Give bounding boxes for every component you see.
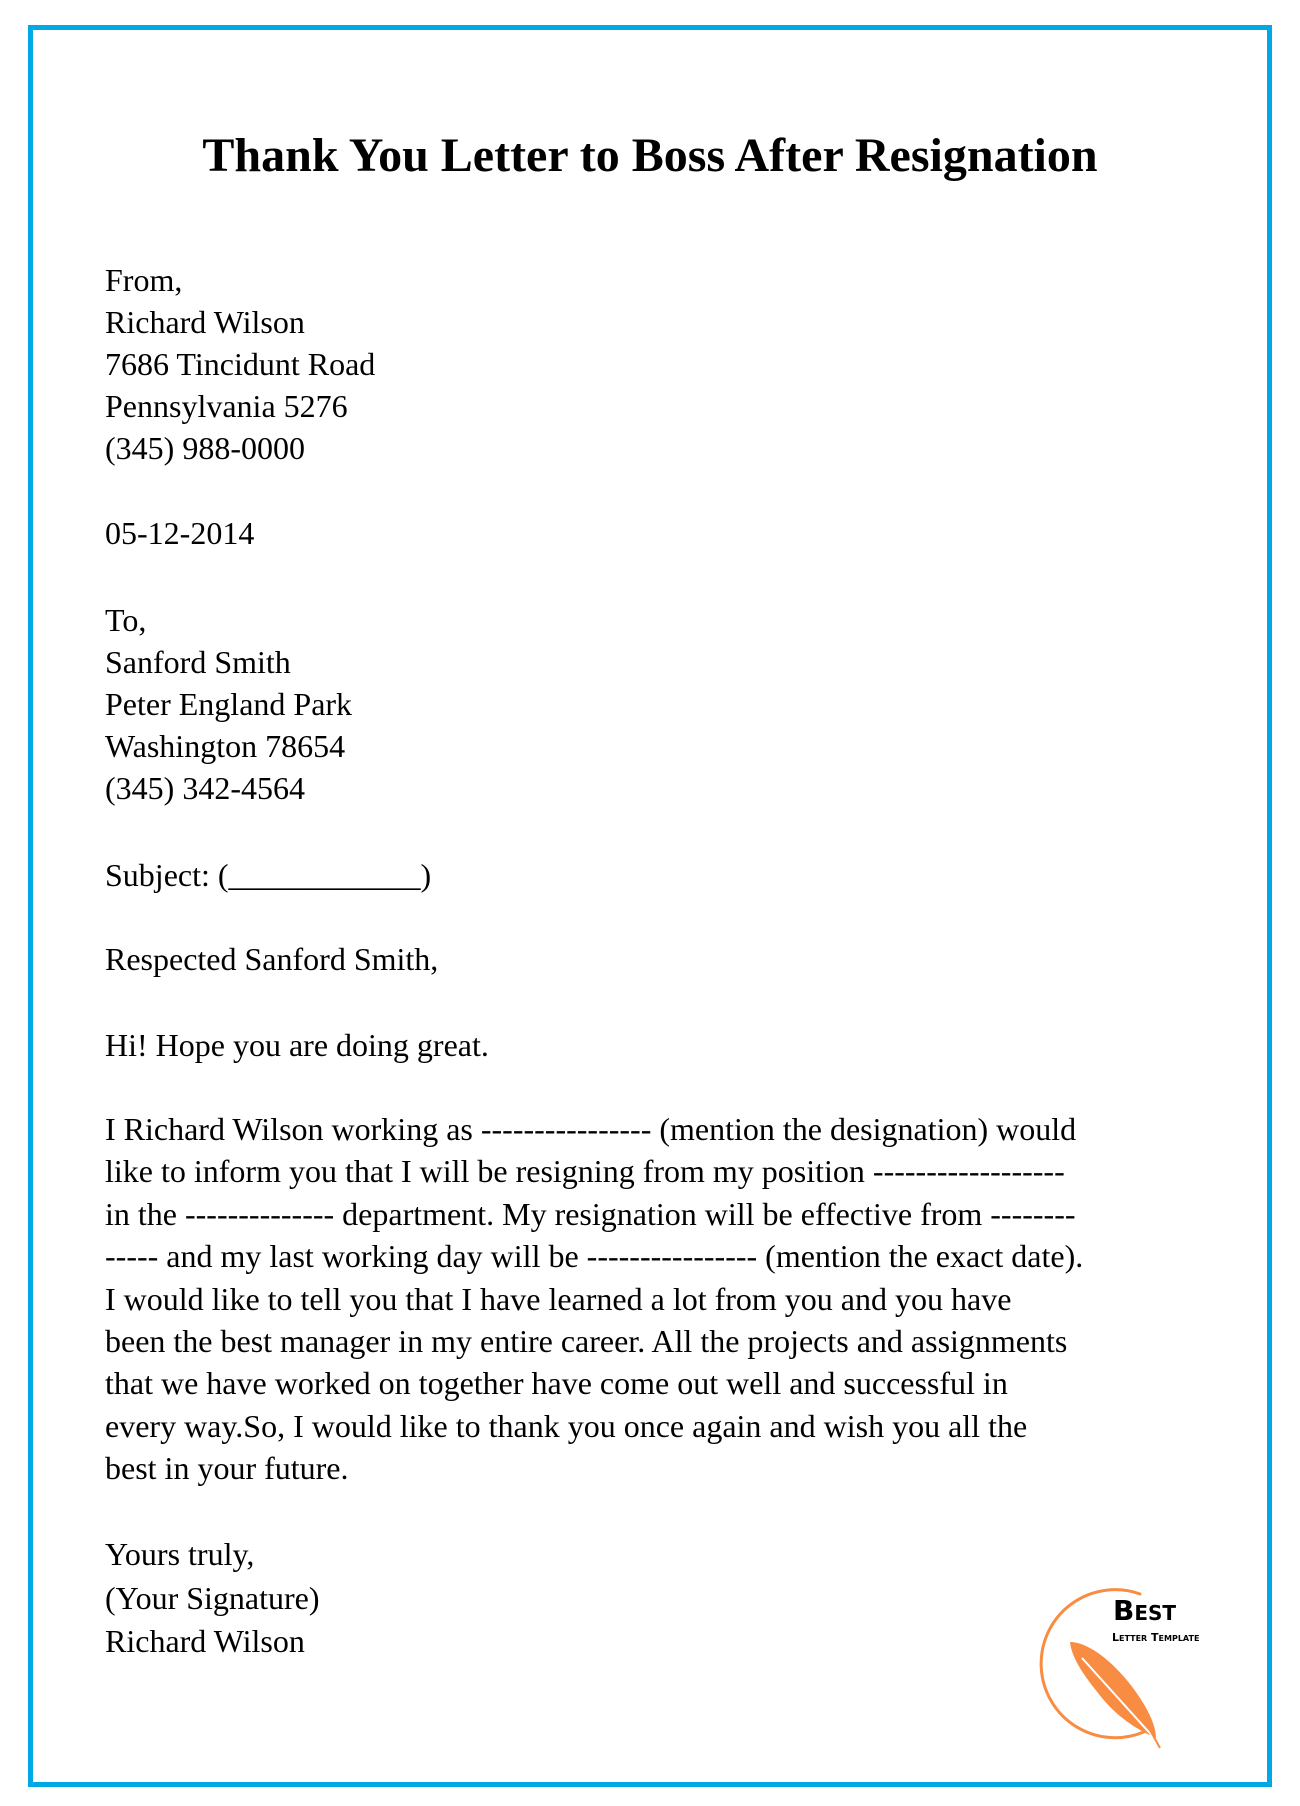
logo-title: Best	[1113, 1594, 1177, 1627]
to-label: To,	[105, 602, 147, 638]
recipient-phone: (345) 342-4564	[105, 770, 305, 806]
body-line: I Richard Wilson working as ---------------- (mention the designation) would	[105, 1111, 1077, 1147]
body-line: every way.So, I would like to thank you once again and wish you all the	[105, 1408, 1028, 1444]
letter-title: Thank You Letter to Boss After Resignation	[202, 129, 1098, 182]
letter-date: 05-12-2014	[105, 515, 255, 551]
subject-line: Subject: (____________)	[105, 857, 432, 893]
sender-city: Pennsylvania 5276	[105, 388, 348, 424]
sender-street: 7686 Tincidunt Road	[105, 346, 376, 382]
body-line: that we have worked on together have come out well and successful in	[105, 1365, 1008, 1401]
body-line: best in your future.	[105, 1450, 349, 1486]
page-border	[28, 25, 1272, 1787]
body-line: ----- and my last working day will be ---------------- (mention the exact date).	[105, 1238, 1084, 1274]
from-label: From,	[105, 262, 183, 298]
body-line: like to inform you that I will be resigning from my position ------------------	[105, 1153, 1065, 1189]
logo-subtitle: Letter Template	[1112, 1631, 1200, 1644]
salutation: Respected Sanford Smith,	[105, 941, 439, 977]
recipient-city: Washington 78654	[105, 728, 346, 764]
body-line: in the -------------- department. My resignation will be effective from --------	[105, 1196, 1076, 1232]
valediction: Yours truly,	[105, 1536, 255, 1572]
body-line: I would like to tell you that I have learned a lot from you and you have	[105, 1281, 1012, 1317]
recipient-street: Peter England Park	[105, 686, 353, 722]
signature-placeholder: (Your Signature)	[105, 1580, 320, 1616]
recipient-name: Sanford Smith	[105, 644, 291, 680]
greeting: Hi! Hope you are doing great.	[105, 1027, 489, 1063]
sender-name: Richard Wilson	[105, 304, 305, 340]
sender-phone: (345) 988-0000	[105, 430, 305, 466]
closing-name: Richard Wilson	[105, 1623, 305, 1659]
body-line: been the best manager in my entire career. All the projects and assignments	[105, 1323, 1068, 1359]
